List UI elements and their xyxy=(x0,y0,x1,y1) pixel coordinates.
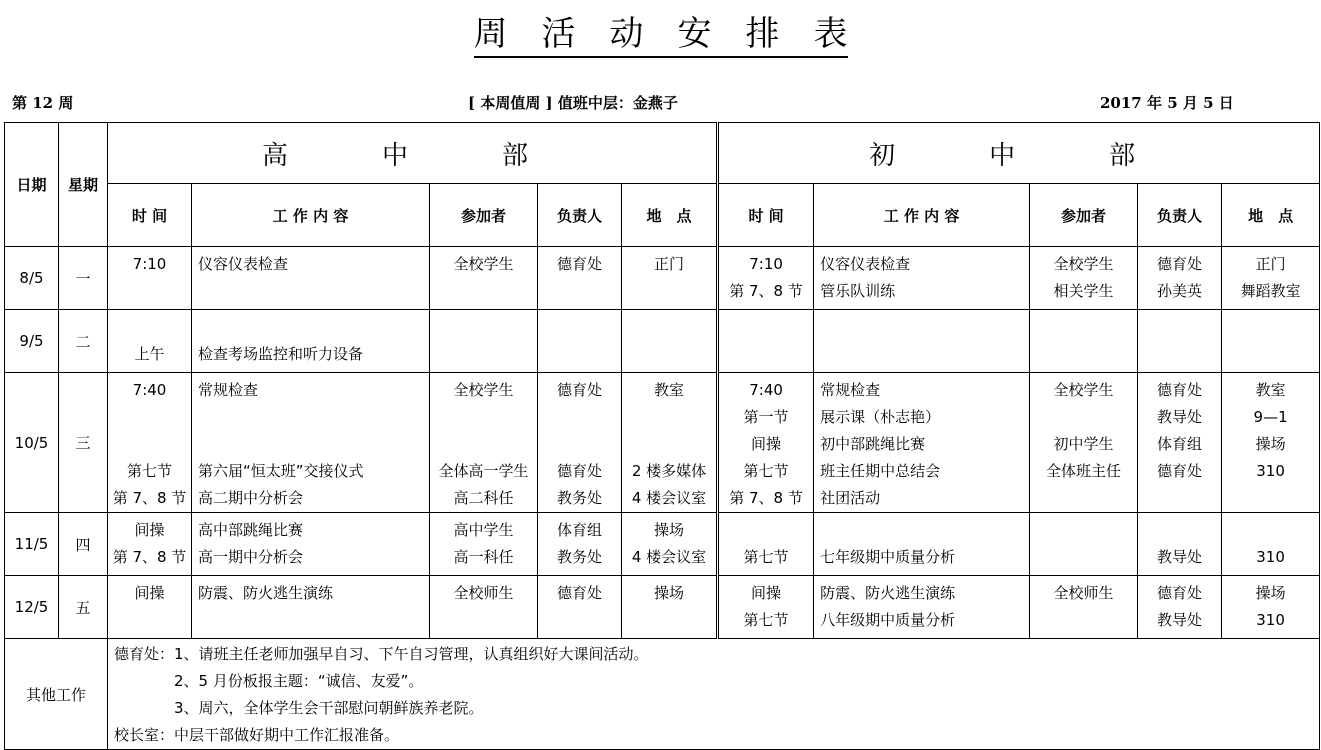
junior-content-cell xyxy=(814,513,1030,576)
header-junior: 初 中 部 xyxy=(718,123,1320,184)
senior-participants-line: 全体高一学生 xyxy=(438,462,529,480)
senior-time-line xyxy=(108,404,191,431)
issue-date: 2017 年 5 月 5 日 xyxy=(1100,94,1234,112)
junior-leader-line: 德育处 xyxy=(1157,381,1203,399)
junior-leader-line: 德育处 xyxy=(1157,255,1203,273)
junior-leader-line xyxy=(1138,517,1221,544)
junior-place-cell xyxy=(1222,576,1320,639)
header-time: 时 间 xyxy=(718,184,814,247)
other-work-line: 3、周六，全体学生会干部慰问朝鲜族养老院。 xyxy=(114,699,484,717)
senior-content-line: 高二期中分析会 xyxy=(198,489,304,507)
senior-leader-line: 教务处 xyxy=(556,489,602,507)
senior-place-cell xyxy=(622,310,718,373)
junior-time-line xyxy=(719,517,813,544)
senior-time-cell xyxy=(108,576,192,639)
schedule-table xyxy=(4,122,1320,750)
schedule-row xyxy=(5,247,1320,310)
senior-participants-line: 全校学生 xyxy=(453,381,514,399)
junior-participants-line xyxy=(1030,607,1137,634)
senior-place-line xyxy=(622,404,716,431)
senior-time-line xyxy=(108,314,191,341)
header-participants: 参加者 xyxy=(430,184,538,247)
junior-participants-line xyxy=(1030,404,1137,431)
junior-participants-cell xyxy=(1030,373,1138,513)
junior-time-line: 第一节 xyxy=(743,408,789,426)
junior-place-cell xyxy=(1222,373,1320,513)
header-content: 工 作 内 容 xyxy=(814,184,1030,247)
junior-leader-line: 教导处 xyxy=(1157,408,1203,426)
junior-participants-line: 相关学生 xyxy=(1053,282,1114,300)
junior-time-cell xyxy=(718,513,814,576)
junior-content-line: 仪容仪表检查 xyxy=(820,255,911,273)
junior-content-line: 八年级期中质量分析 xyxy=(820,611,956,629)
senior-place-line: 2 楼多媒体 xyxy=(631,462,707,480)
other-work-line: 校长室：中层干部做好期中工作汇报准备。 xyxy=(114,726,400,744)
junior-leader-line xyxy=(1138,485,1221,512)
other-work-line: 德育处：1、请班主任老师加强早自习、下午自习管理，认真组织好大课间活动。 xyxy=(114,645,649,663)
junior-leader-line: 体育组 xyxy=(1157,435,1203,453)
header-place: 地 点 xyxy=(622,184,718,247)
junior-leader-line: 孙美英 xyxy=(1157,282,1203,300)
senior-leader-cell xyxy=(538,310,622,373)
senior-place-line: 正门 xyxy=(654,255,685,273)
header-leader: 负责人 xyxy=(538,184,622,247)
header-leader: 负责人 xyxy=(1138,184,1222,247)
senior-participants-line: 全校师生 xyxy=(453,584,514,602)
junior-content-line: 防震、防火逃生演练 xyxy=(820,584,956,602)
senior-place-cell xyxy=(622,513,718,576)
row-date: 10/5 xyxy=(5,373,59,513)
junior-participants-line: 全校学生 xyxy=(1053,381,1114,399)
junior-leader-cell xyxy=(1138,373,1222,513)
senior-content-line xyxy=(198,314,429,341)
junior-time-line: 第七节 xyxy=(743,462,789,480)
junior-place-line: 教室 xyxy=(1255,381,1286,399)
junior-content-line: 七年级期中质量分析 xyxy=(820,548,956,566)
junior-content-cell xyxy=(814,576,1030,639)
header-participants: 参加者 xyxy=(1030,184,1138,247)
senior-place-cell xyxy=(622,373,718,513)
junior-time-line: 第七节 xyxy=(743,611,789,629)
row-weekday: 二 xyxy=(59,310,108,373)
senior-leader-line: 德育处 xyxy=(556,584,602,602)
junior-time-line: 第 7、8 节 xyxy=(729,489,803,507)
senior-leader-line xyxy=(538,404,621,431)
senior-participants-line xyxy=(430,404,537,431)
other-work-content xyxy=(108,639,1320,750)
senior-participants-line xyxy=(430,431,537,458)
senior-time-line: 7:40 xyxy=(132,381,167,399)
senior-time-line: 上午 xyxy=(134,345,165,363)
header-content: 工 作 内 容 xyxy=(192,184,430,247)
header-time: 时 间 xyxy=(108,184,192,247)
senior-participants-cell xyxy=(430,373,538,513)
schedule-row xyxy=(5,373,1320,513)
header-place: 地 点 xyxy=(1222,184,1320,247)
junior-place-cell xyxy=(1222,247,1320,310)
junior-time-cell xyxy=(718,576,814,639)
senior-leader-line: 德育处 xyxy=(556,381,602,399)
senior-participants-cell xyxy=(430,576,538,639)
junior-participants-line xyxy=(1030,485,1137,512)
page-title: 周 活 动 安 排 表 xyxy=(0,6,1321,55)
schedule-row xyxy=(5,513,1320,576)
junior-participants-cell xyxy=(1030,310,1138,373)
senior-leader-cell xyxy=(538,576,622,639)
junior-leader-cell xyxy=(1138,247,1222,310)
senior-content-line: 第六届“恒太班”交接仪式 xyxy=(198,462,364,480)
schedule-row xyxy=(5,576,1320,639)
senior-participants-cell xyxy=(430,513,538,576)
junior-place-line: 310 xyxy=(1256,548,1285,566)
junior-content-line: 班主任期中总结会 xyxy=(820,462,941,480)
junior-place-line: 310 xyxy=(1256,611,1285,629)
senior-content-cell xyxy=(192,576,430,639)
junior-time-cell xyxy=(718,373,814,513)
row-date: 8/5 xyxy=(5,247,59,310)
junior-content-line: 常规检查 xyxy=(820,381,881,399)
senior-leader-line: 教务处 xyxy=(556,548,602,566)
senior-content-line: 高中部跳绳比赛 xyxy=(198,521,304,539)
week-number: 第 12 周 xyxy=(12,94,74,112)
junior-content-cell xyxy=(814,247,1030,310)
senior-place-cell xyxy=(622,576,718,639)
header-weekday: 星期 xyxy=(59,123,108,247)
junior-place-line: 舞蹈教室 xyxy=(1240,282,1301,300)
senior-time-cell xyxy=(108,513,192,576)
senior-content-cell xyxy=(192,247,430,310)
junior-content-line: 初中部跳绳比赛 xyxy=(820,435,926,453)
schedule-row xyxy=(5,310,1320,373)
junior-participants-cell xyxy=(1030,513,1138,576)
row-date: 9/5 xyxy=(5,310,59,373)
senior-place-cell xyxy=(622,247,718,310)
duty-info: [ 本周值周 ] 值班中层：金燕子 xyxy=(468,94,678,112)
junior-time-cell xyxy=(718,247,814,310)
junior-content-line xyxy=(820,517,1029,544)
senior-leader-cell xyxy=(538,247,622,310)
senior-time-line: 间操 xyxy=(134,584,165,602)
senior-participants-line: 高中学生 xyxy=(453,521,514,539)
junior-content-line: 管乐队训练 xyxy=(820,282,896,300)
junior-leader-cell xyxy=(1138,513,1222,576)
senior-content-line: 防震、防火逃生演练 xyxy=(198,584,334,602)
junior-place-line xyxy=(1222,485,1319,512)
senior-leader-line xyxy=(538,431,621,458)
senior-content-line xyxy=(198,404,429,431)
senior-time-line: 间操 xyxy=(134,521,165,539)
junior-participants-cell xyxy=(1030,576,1138,639)
senior-leader-line: 德育处 xyxy=(556,255,602,273)
junior-participants-cell xyxy=(1030,247,1138,310)
senior-leader-line: 德育处 xyxy=(556,462,602,480)
senior-leader-line: 体育组 xyxy=(556,521,602,539)
senior-content-line: 检查考场监控和听力设备 xyxy=(198,345,364,363)
junior-place-line: 操场 xyxy=(1255,584,1286,602)
row-weekday: 四 xyxy=(59,513,108,576)
senior-place-line: 4 楼会议室 xyxy=(631,548,707,566)
junior-content-line: 社团活动 xyxy=(820,489,881,507)
senior-participants-line: 高二科任 xyxy=(453,489,514,507)
senior-leader-cell xyxy=(538,373,622,513)
junior-leader-cell xyxy=(1138,310,1222,373)
senior-participants-line: 全校学生 xyxy=(453,255,514,273)
junior-time-line: 第七节 xyxy=(743,548,789,566)
senior-content-cell xyxy=(192,310,430,373)
junior-time-line: 间操 xyxy=(751,584,782,602)
senior-content-cell xyxy=(192,373,430,513)
header-senior: 高 中 部 xyxy=(108,123,718,184)
senior-place-line: 4 楼会议室 xyxy=(631,489,707,507)
senior-place-line: 操场 xyxy=(654,521,685,539)
header-date: 日期 xyxy=(5,123,59,247)
senior-participants-cell xyxy=(430,310,538,373)
junior-leader-cell xyxy=(1138,576,1222,639)
senior-time-cell xyxy=(108,373,192,513)
senior-leader-cell xyxy=(538,513,622,576)
senior-content-line: 常规检查 xyxy=(198,381,259,399)
senior-content-line: 高一期中分析会 xyxy=(198,548,304,566)
junior-participants-line: 全校师生 xyxy=(1053,584,1114,602)
junior-leader-line: 德育处 xyxy=(1157,462,1203,480)
senior-time-line: 第 7、8 节 xyxy=(112,489,187,507)
junior-leader-line: 教导处 xyxy=(1157,548,1203,566)
junior-time-cell xyxy=(718,310,814,373)
senior-time-line: 7:10 xyxy=(132,255,167,273)
senior-time-cell xyxy=(108,247,192,310)
row-weekday: 三 xyxy=(59,373,108,513)
junior-place-line: 操场 xyxy=(1255,435,1286,453)
row-date: 11/5 xyxy=(5,513,59,576)
junior-leader-line: 教导处 xyxy=(1157,611,1203,629)
junior-leader-line: 德育处 xyxy=(1157,584,1203,602)
senior-time-cell xyxy=(108,310,192,373)
junior-place-line xyxy=(1222,517,1319,544)
senior-time-line xyxy=(108,431,191,458)
other-work-label: 其他工作 xyxy=(5,639,108,750)
junior-time-line: 第 7、8 节 xyxy=(729,282,803,300)
junior-participants-line: 全体班主任 xyxy=(1046,462,1122,480)
junior-time-line: 7:40 xyxy=(749,381,783,399)
row-date: 12/5 xyxy=(5,576,59,639)
junior-content-line: 展示课（朴志艳） xyxy=(820,408,941,426)
senior-time-line: 第七节 xyxy=(126,462,172,480)
junior-content-cell xyxy=(814,310,1030,373)
junior-place-cell xyxy=(1222,513,1320,576)
junior-participants-line: 全校学生 xyxy=(1053,255,1114,273)
junior-place-line: 310 xyxy=(1256,462,1285,480)
junior-place-cell xyxy=(1222,310,1320,373)
senior-place-line: 操场 xyxy=(654,584,685,602)
junior-participants-line: 初中学生 xyxy=(1053,435,1114,453)
row-weekday: 五 xyxy=(59,576,108,639)
junior-place-line: 9—1 xyxy=(1253,408,1288,426)
senior-place-line xyxy=(622,431,716,458)
other-work-line: 2、5 月份板报主题：“诚信、友爱”。 xyxy=(114,672,424,690)
junior-time-line: 间操 xyxy=(751,435,782,453)
junior-content-cell xyxy=(814,373,1030,513)
senior-time-line: 第 7、8 节 xyxy=(112,548,187,566)
senior-participants-cell xyxy=(430,247,538,310)
senior-content-line: 仪容仪表检查 xyxy=(198,255,289,273)
senior-place-line: 教室 xyxy=(654,381,685,399)
senior-participants-line: 高一科任 xyxy=(453,548,514,566)
junior-time-line: 7:10 xyxy=(749,255,783,273)
row-weekday: 一 xyxy=(59,247,108,310)
junior-place-line: 正门 xyxy=(1255,255,1286,273)
senior-content-cell xyxy=(192,513,430,576)
senior-content-line xyxy=(198,431,429,458)
